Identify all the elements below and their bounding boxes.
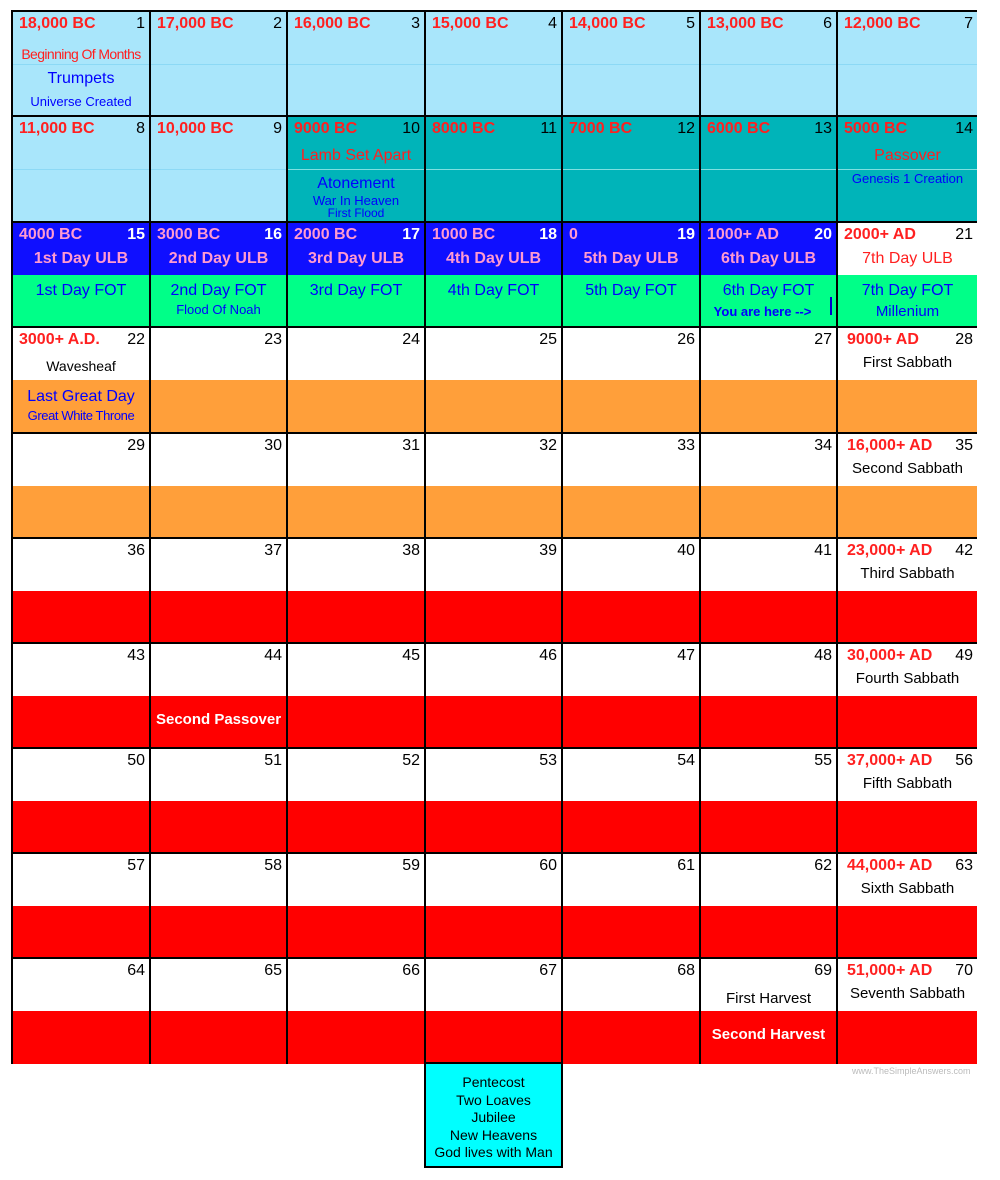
date-label: 2000 BC <box>294 226 358 243</box>
day-number: 54 <box>677 752 695 769</box>
day-cell-11 <box>426 117 563 223</box>
day-cell-63 <box>838 854 977 959</box>
cell-bottom-band <box>13 591 149 642</box>
event-top-line: Seventh Sabbath <box>849 985 966 1002</box>
date-label: 16,000+ AD <box>847 437 933 454</box>
day-cell-35 <box>838 434 977 539</box>
cell-bottom-band <box>288 64 424 115</box>
cell-bottom-band <box>563 169 699 221</box>
day-number: 18 <box>539 226 557 243</box>
day-number: 10 <box>402 120 420 137</box>
event-label: Second Passover <box>155 711 282 728</box>
date-label: 2000+ AD <box>844 226 916 243</box>
cell-bottom-band <box>426 169 561 221</box>
event-top-line: 4th Day ULB <box>445 250 542 267</box>
cell-bottom-band <box>563 486 699 537</box>
footer-line-god-lives: God lives with Man <box>434 1144 553 1160</box>
day-number: 23 <box>264 331 282 348</box>
day-number: 61 <box>677 857 695 874</box>
event-top-line: 7th Day ULB <box>862 250 953 267</box>
event-top-line: 2nd Day ULB <box>168 250 269 267</box>
cell-bottom-band <box>288 906 424 957</box>
day-number: 6 <box>823 15 832 32</box>
day-cell-27 <box>701 328 838 434</box>
event-top-line: Passover <box>874 147 941 164</box>
day-number: 44 <box>264 647 282 664</box>
event-label: 7th Day FOT <box>861 282 954 299</box>
cell-bottom-band <box>288 486 424 537</box>
day-cell-56 <box>838 749 977 854</box>
cell-bottom-band <box>701 169 836 221</box>
cell-bottom-band <box>426 1011 561 1064</box>
day-cell-4 <box>426 12 563 117</box>
day-number: 39 <box>539 542 557 559</box>
day-cell-23 <box>151 328 288 434</box>
date-label: 0 <box>569 226 578 243</box>
day-number: 16 <box>264 226 282 243</box>
day-cell-14 <box>838 117 977 223</box>
day-number: 21 <box>955 226 973 243</box>
day-number: 35 <box>955 437 973 454</box>
day-cell-58 <box>151 854 288 959</box>
cell-bottom-band <box>151 906 286 957</box>
day-cell-69 <box>701 959 838 1064</box>
cell-bottom-band <box>701 696 836 747</box>
date-label: 6000 BC <box>707 120 771 137</box>
cell-bottom-band <box>426 591 561 642</box>
event-top-line: Fourth Sabbath <box>855 670 960 687</box>
cell-bottom-band <box>426 906 561 957</box>
cell-bottom-band <box>426 801 561 852</box>
event-top-line: 5th Day ULB <box>583 250 679 267</box>
cell-bottom-band <box>426 380 561 432</box>
day-cell-49 <box>838 644 977 749</box>
event-sublabel-2: First Flood <box>327 206 385 220</box>
day-cell-37 <box>151 539 288 644</box>
day-number: 4 <box>548 15 557 32</box>
day-cell-57 <box>13 854 151 959</box>
day-number: 31 <box>402 437 420 454</box>
day-cell-41 <box>701 539 838 644</box>
date-label: 15,000 BC <box>432 15 509 32</box>
day-number: 40 <box>677 542 695 559</box>
footer-line-pentecost: Pentecost <box>462 1074 525 1090</box>
day-cell-22 <box>13 328 151 434</box>
day-number: 60 <box>539 857 557 874</box>
cell-bottom-band <box>838 696 977 747</box>
cell-bottom-band <box>701 801 836 852</box>
cell-bottom-band <box>13 696 149 747</box>
date-label: 13,000 BC <box>707 15 784 32</box>
cell-bottom-band <box>838 1011 977 1064</box>
cell-bottom-band <box>701 486 836 537</box>
day-cell-3 <box>288 12 426 117</box>
day-number: 38 <box>402 542 420 559</box>
cell-bottom-band <box>151 64 286 115</box>
date-label: 3000 BC <box>157 226 221 243</box>
event-top-line: Beginning Of Months <box>21 46 141 62</box>
cell-bottom-band <box>426 696 561 747</box>
cell-bottom-band <box>151 486 286 537</box>
day-number: 32 <box>539 437 557 454</box>
cell-bottom-band <box>426 64 561 115</box>
day-cell-2 <box>151 12 288 117</box>
event-top-line: Sixth Sabbath <box>860 880 955 897</box>
date-label: 7000 BC <box>569 120 633 137</box>
cell-bottom-band <box>151 1011 286 1064</box>
date-label: 30,000+ AD <box>847 647 933 664</box>
day-number: 15 <box>127 226 145 243</box>
cell-bottom-band <box>563 1011 699 1064</box>
footer-line-new-heavens: New Heavens <box>449 1126 538 1143</box>
day-cell-12 <box>563 117 701 223</box>
day-number: 22 <box>127 331 145 348</box>
day-cell-51 <box>151 749 288 854</box>
day-number: 27 <box>814 331 832 348</box>
cell-bottom-band <box>838 906 977 957</box>
event-sublabel: You are here --> <box>713 304 812 319</box>
cell-bottom-band <box>151 380 286 432</box>
day-cell-70 <box>838 959 977 1064</box>
event-sublabel: Great White Throne <box>27 408 135 423</box>
cell-bottom-band <box>701 64 836 115</box>
day-cell-39 <box>426 539 563 644</box>
day-number: 69 <box>814 962 832 979</box>
cell-bottom-band <box>288 591 424 642</box>
cell-bottom-band <box>563 380 699 432</box>
day-cell-6 <box>701 12 838 117</box>
day-number: 42 <box>955 542 973 559</box>
day-cell-52 <box>288 749 426 854</box>
day-cell-34 <box>701 434 838 539</box>
day-cell-21 <box>838 223 977 328</box>
day-number: 29 <box>127 437 145 454</box>
event-top-line: Fifth Sabbath <box>862 775 953 792</box>
day-number: 48 <box>814 647 832 664</box>
event-top-line: Lamb Set Apart <box>300 147 412 164</box>
day-cell-33 <box>563 434 701 539</box>
day-number: 47 <box>677 647 695 664</box>
day-number: 19 <box>677 226 695 243</box>
day-cell-28 <box>838 328 977 434</box>
cell-bottom-band <box>563 801 699 852</box>
day-cell-30 <box>151 434 288 539</box>
calendar-grid <box>11 10 977 1064</box>
event-top-line: Wavesheaf <box>46 358 116 374</box>
cell-bottom-band <box>563 696 699 747</box>
day-number: 3 <box>411 15 420 32</box>
date-label: 10,000 BC <box>157 120 234 137</box>
date-label: 18,000 BC <box>19 15 96 32</box>
date-label: 1000 BC <box>432 226 496 243</box>
day-number: 11 <box>540 120 557 137</box>
day-cell-5 <box>563 12 701 117</box>
day-cell-24 <box>288 328 426 434</box>
date-label: 51,000+ AD <box>847 962 933 979</box>
day-cell-32 <box>426 434 563 539</box>
date-label: 23,000+ AD <box>847 542 933 559</box>
day-cell-36 <box>13 539 151 644</box>
date-label: 4000 BC <box>19 226 83 243</box>
pentecost-box <box>424 1062 563 1168</box>
day-cell-45 <box>288 644 426 749</box>
day-number: 58 <box>264 857 282 874</box>
day-number: 56 <box>955 752 973 769</box>
day-cell-25 <box>426 328 563 434</box>
day-cell-43 <box>13 644 151 749</box>
cell-bottom-band <box>13 1011 149 1064</box>
date-label: 11,000 BC <box>19 120 95 137</box>
cell-bottom-band <box>563 591 699 642</box>
date-label: 14,000 BC <box>569 15 646 32</box>
event-label: 5th Day FOT <box>585 282 677 299</box>
day-cell-15 <box>13 223 151 328</box>
day-cell-9 <box>151 117 288 223</box>
date-label: 9000 BC <box>294 120 358 137</box>
day-number: 17 <box>402 226 420 243</box>
cell-bottom-band <box>151 169 286 221</box>
date-label: 17,000 BC <box>157 15 234 32</box>
day-number: 45 <box>402 647 420 664</box>
date-label: 3000+ A.D. <box>19 331 100 348</box>
day-cell-1 <box>13 12 151 117</box>
event-top-line: First Harvest <box>725 990 811 1007</box>
day-cell-8 <box>13 117 151 223</box>
cell-bottom-band <box>288 1011 424 1064</box>
day-cell-16 <box>151 223 288 328</box>
date-label: 16,000 BC <box>294 15 371 32</box>
day-number: 9 <box>273 120 282 137</box>
day-cell-20 <box>701 223 838 328</box>
date-label: 12,000 BC <box>844 15 921 32</box>
day-number: 57 <box>127 857 145 874</box>
day-number: 53 <box>539 752 557 769</box>
day-number: 24 <box>402 331 420 348</box>
day-cell-65 <box>151 959 288 1064</box>
day-number: 46 <box>539 647 557 664</box>
day-number: 28 <box>955 331 973 348</box>
event-top-line: Second Sabbath <box>852 460 963 477</box>
cell-bottom-band <box>701 906 836 957</box>
day-number: 26 <box>677 331 695 348</box>
event-label: Genesis 1 Creation <box>851 171 964 186</box>
day-number: 41 <box>814 542 832 559</box>
day-number: 33 <box>677 437 695 454</box>
day-cell-68 <box>563 959 701 1064</box>
day-cell-55 <box>701 749 838 854</box>
event-top-line: Third Sabbath <box>860 565 955 582</box>
event-sublabel: War In Heaven <box>312 193 400 208</box>
cell-bottom-band <box>563 906 699 957</box>
event-label: Atonement <box>317 175 395 192</box>
day-number: 5 <box>686 15 695 32</box>
day-cell-48 <box>701 644 838 749</box>
day-number: 13 <box>814 120 832 137</box>
event-label: Trumpets <box>47 70 115 87</box>
event-label: 6th Day FOT <box>722 282 815 299</box>
day-number: 62 <box>814 857 832 874</box>
cell-bottom-band <box>838 64 977 115</box>
cell-bottom-band <box>838 380 977 432</box>
day-cell-50 <box>13 749 151 854</box>
date-label: 9000+ AD <box>847 331 919 348</box>
day-number: 55 <box>814 752 832 769</box>
day-cell-53 <box>426 749 563 854</box>
day-number: 68 <box>677 962 695 979</box>
footer-line-jubilee: Jubilee <box>471 1109 516 1125</box>
day-number: 51 <box>264 752 282 769</box>
day-cell-61 <box>563 854 701 959</box>
day-number: 65 <box>264 962 282 979</box>
day-number: 59 <box>402 857 420 874</box>
day-cell-29 <box>13 434 151 539</box>
event-sublabel: Universe Created <box>30 94 132 109</box>
event-label: 4th Day FOT <box>447 282 540 299</box>
day-number: 20 <box>814 226 832 243</box>
cell-bottom-band <box>288 696 424 747</box>
day-number: 37 <box>264 542 282 559</box>
day-cell-18 <box>426 223 563 328</box>
day-number: 64 <box>127 962 145 979</box>
date-label: 37,000+ AD <box>847 752 933 769</box>
event-label: Second Harvest <box>711 1026 826 1043</box>
day-cell-10 <box>288 117 426 223</box>
footer-line-two-loaves: Two Loaves <box>456 1091 531 1108</box>
cell-bottom-band <box>151 801 286 852</box>
day-cell-19 <box>563 223 701 328</box>
event-label: 1st Day FOT <box>35 282 127 299</box>
cell-bottom-band <box>838 591 977 642</box>
day-cell-66 <box>288 959 426 1064</box>
day-number: 30 <box>264 437 282 454</box>
day-number: 43 <box>127 647 145 664</box>
event-top-line: First Sabbath <box>862 354 953 371</box>
date-label: 5000 BC <box>844 120 908 137</box>
you-are-here-marker <box>830 297 832 315</box>
cell-bottom-band <box>701 380 836 432</box>
day-cell-13 <box>701 117 838 223</box>
day-number: 1 <box>136 15 145 32</box>
day-number: 67 <box>539 962 557 979</box>
cell-bottom-band <box>563 64 699 115</box>
day-number: 25 <box>539 331 557 348</box>
day-cell-40 <box>563 539 701 644</box>
event-label: 3rd Day FOT <box>309 282 403 299</box>
day-cell-54 <box>563 749 701 854</box>
cell-bottom-band <box>288 380 424 432</box>
day-cell-67 <box>426 959 563 1064</box>
event-sublabel: Flood Of Noah <box>176 302 261 317</box>
cell-bottom-band <box>288 801 424 852</box>
day-number: 34 <box>814 437 832 454</box>
cell-bottom-band <box>426 486 561 537</box>
day-cell-42 <box>838 539 977 644</box>
day-cell-60 <box>426 854 563 959</box>
day-number: 8 <box>136 120 145 137</box>
cell-bottom-band <box>838 486 977 537</box>
day-number: 12 <box>677 120 695 137</box>
event-top-line: 6th Day ULB <box>720 250 817 267</box>
cell-bottom-band <box>13 486 149 537</box>
day-cell-46 <box>426 644 563 749</box>
day-number: 36 <box>127 542 145 559</box>
day-cell-17 <box>288 223 426 328</box>
cell-bottom-band <box>13 906 149 957</box>
date-label: 8000 BC <box>432 120 496 137</box>
event-label: Last Great Day <box>27 388 135 405</box>
day-number: 49 <box>955 647 973 664</box>
day-number: 2 <box>273 15 282 32</box>
cell-bottom-band <box>838 801 977 852</box>
day-cell-64 <box>13 959 151 1064</box>
watermark: www.TheSimpleAnswers.com <box>852 1066 971 1076</box>
event-top-line: 1st Day ULB <box>33 250 129 267</box>
day-number: 50 <box>127 752 145 769</box>
day-cell-44 <box>151 644 288 749</box>
day-number: 52 <box>402 752 420 769</box>
day-cell-31 <box>288 434 426 539</box>
cell-bottom-band <box>13 801 149 852</box>
date-label: 1000+ AD <box>707 226 779 243</box>
day-cell-59 <box>288 854 426 959</box>
day-cell-62 <box>701 854 838 959</box>
cell-bottom-band <box>151 591 286 642</box>
day-number: 63 <box>955 857 973 874</box>
day-cell-47 <box>563 644 701 749</box>
event-top-line: 3rd Day ULB <box>307 250 405 267</box>
day-cell-7 <box>838 12 977 117</box>
day-number: 70 <box>955 962 973 979</box>
day-number: 7 <box>964 15 973 32</box>
day-cell-38 <box>288 539 426 644</box>
day-number: 14 <box>955 120 973 137</box>
day-number: 66 <box>402 962 420 979</box>
cell-bottom-band <box>13 169 149 221</box>
date-label: 44,000+ AD <box>847 857 933 874</box>
cell-bottom-band <box>701 591 836 642</box>
day-cell-26 <box>563 328 701 434</box>
event-label: 2nd Day FOT <box>170 282 267 299</box>
event-sublabel: Millenium <box>875 303 940 320</box>
